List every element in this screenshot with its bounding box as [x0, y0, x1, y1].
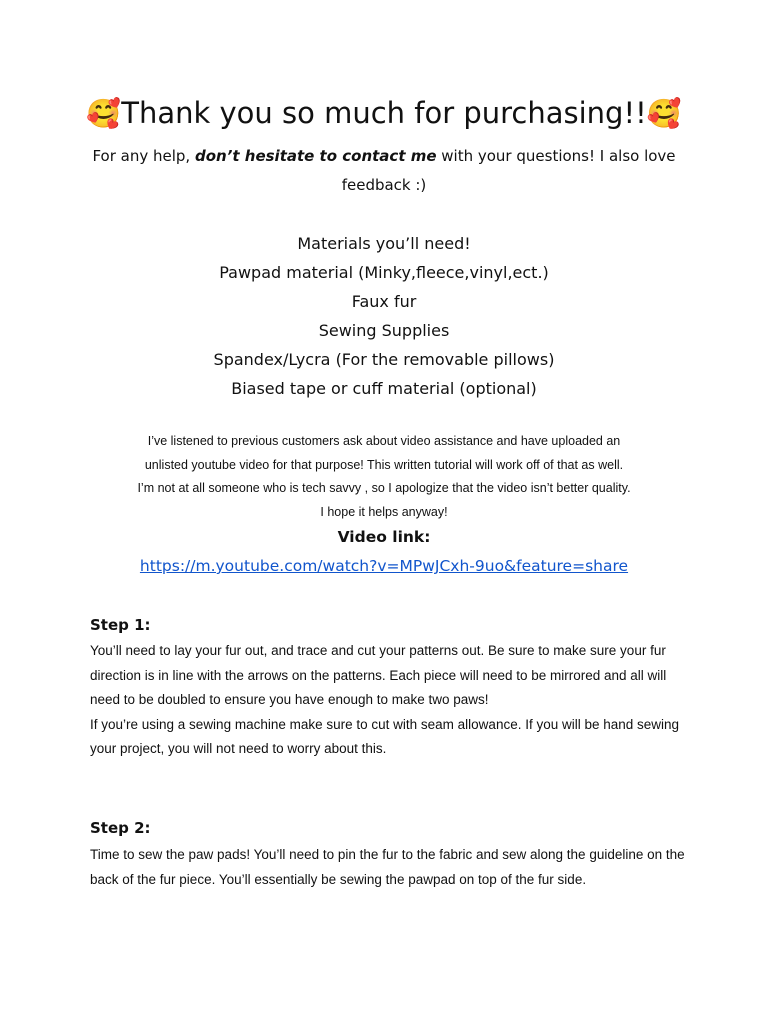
step-1-heading: Step 1: [90, 616, 151, 634]
material-item: Faux fur [351, 292, 417, 311]
note-line: I’m not at all someone who is tech savvy , so I apologize that the video isn’t better quality. [137, 481, 631, 495]
materials-heading: Materials you’ll need! [297, 234, 471, 253]
intro-text: with your questions! I also love feedback :) [341, 147, 676, 194]
note-line: unlisted youtube video for that purpose! This written tutorial will work off of that as well. [144, 457, 624, 472]
note-line: I hope it helps anyway! [320, 504, 448, 519]
smiling-face-with-hearts-icon: 🥰 [646, 97, 682, 130]
step-2-body [90, 843, 690, 892]
step-1-paragraph: If you’re using a sewing machine make sure to cut with seam allowance. If you will be hand sewing your project, you will not need to worry about this. [90, 716, 680, 756]
step-1-paragraph: You’ll need to lay your fur out, and trace and cut your patterns out. Be sure to make sure your fur direction is in line with the arrows on the patterns. Each piece will need to be mirrored and all will need to be doubled to ensure you have enough to make two paws! [90, 643, 667, 707]
intro-emphasis: don’t hesitate to contact me [194, 147, 437, 165]
step-2-paragraph: Time to sew the paw pads! You’ll need to pin the fur to the fabric and sew along the guideline on the back of the fur piece. You’ll essentially be sewing the pawpad on top of the fur side. [90, 847, 685, 887]
note-line: I’ve listened to previous customers ask about video assistance and have uploaded an [147, 434, 621, 448]
intro-paragraph [60, 142, 708, 200]
intro-text: For any help, [92, 147, 195, 165]
page-title [0, 93, 768, 134]
step-2-heading: Step 2: [90, 819, 151, 837]
material-item: Spandex/Lycra (For the removable pillows) [213, 350, 555, 369]
smiling-face-with-hearts-icon: 🥰 [86, 97, 122, 130]
step-1-body [90, 639, 690, 762]
video-link-label: Video link: [337, 528, 431, 546]
video-note [80, 430, 688, 524]
material-item: Biased tape or cuff material (optional) [231, 379, 537, 398]
material-item: Sewing Supplies [318, 321, 450, 340]
title-text: Thank you so much for purchasing!! [121, 96, 647, 130]
material-item: Pawpad material (Minky,fleece,vinyl,ect.) [219, 263, 549, 282]
materials-list [60, 229, 708, 403]
video-link[interactable]: https://m.youtube.com/watch?v=MPwJCxh-9uo&feature=share [139, 557, 629, 575]
